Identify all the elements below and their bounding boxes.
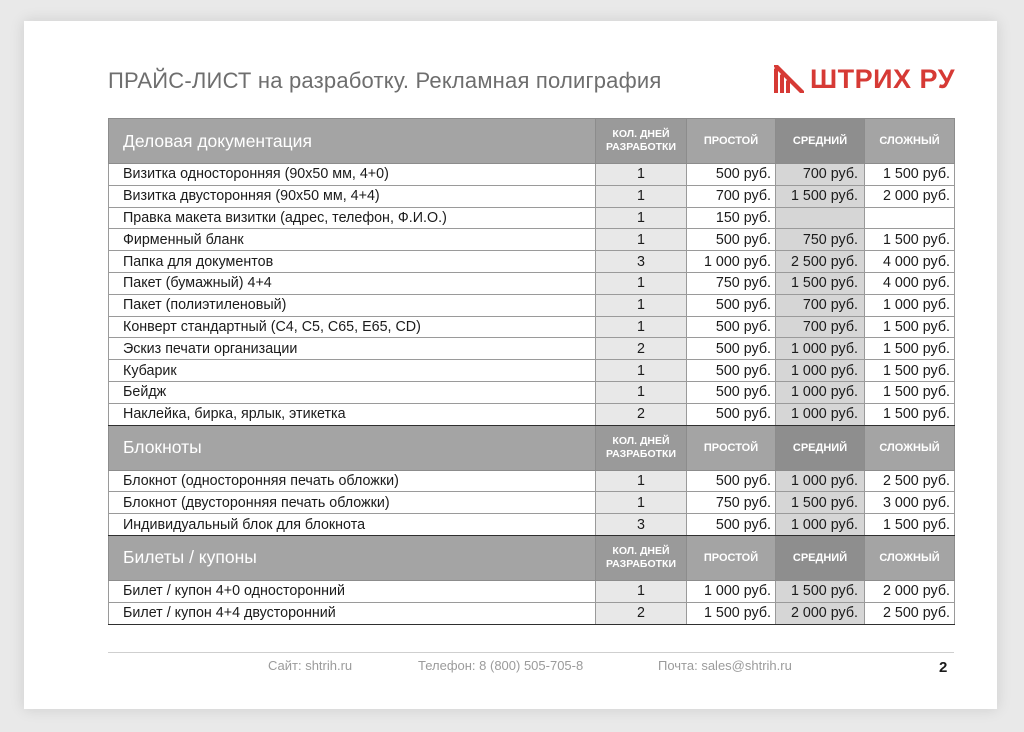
item-name: Пакет (бумажный) 4+4 bbox=[109, 272, 596, 294]
column-header-days: КОЛ. ДНЕЙ РАЗРАБОТКИ bbox=[596, 425, 687, 470]
table-row bbox=[109, 294, 955, 316]
price-complex: 2 500 руб. bbox=[865, 602, 955, 624]
price-list-page bbox=[24, 21, 997, 709]
column-header-complex: СЛОЖНЫЙ bbox=[865, 425, 955, 470]
item-days: 3 bbox=[596, 251, 687, 273]
item-days: 1 bbox=[596, 164, 687, 186]
price-simple: 500 руб. bbox=[687, 229, 776, 251]
footer-email: Почта: sales@shtrih.ru bbox=[658, 658, 792, 673]
price-medium: 700 руб. bbox=[776, 294, 865, 316]
item-name: Блокнот (односторонняя печать обложки) bbox=[109, 470, 596, 492]
table-row bbox=[109, 185, 955, 207]
table-row bbox=[109, 492, 955, 514]
price-simple: 500 руб. bbox=[687, 338, 776, 360]
price-medium: 1 000 руб. bbox=[776, 470, 865, 492]
table-row bbox=[109, 514, 955, 536]
section-title: Деловая документация bbox=[109, 119, 596, 164]
item-name: Билет / купон 4+0 односторонний bbox=[109, 580, 596, 602]
price-complex: 1 500 руб. bbox=[865, 229, 955, 251]
price-simple: 1 000 руб. bbox=[687, 580, 776, 602]
table-row bbox=[109, 381, 955, 403]
price-simple: 500 руб. bbox=[687, 316, 776, 338]
table-row bbox=[109, 229, 955, 251]
item-days: 2 bbox=[596, 338, 687, 360]
item-name: Билет / купон 4+4 двусторонний bbox=[109, 602, 596, 624]
table-row bbox=[109, 272, 955, 294]
table-row bbox=[109, 602, 955, 624]
column-header-medium: СРЕДНИЙ bbox=[776, 535, 865, 580]
price-complex: 1 500 руб. bbox=[865, 360, 955, 382]
footer-site: Сайт: shtrih.ru bbox=[268, 658, 353, 673]
item-days: 1 bbox=[596, 229, 687, 251]
price-complex: 1 500 руб. bbox=[865, 403, 955, 425]
price-medium: 1 000 руб. bbox=[776, 338, 865, 360]
item-days: 3 bbox=[596, 514, 687, 536]
price-simple: 500 руб. bbox=[687, 360, 776, 382]
price-medium: 1 500 руб. bbox=[776, 185, 865, 207]
item-name: Блокнот (двусторонняя печать обложки) bbox=[109, 492, 596, 514]
price-medium: 1 000 руб. bbox=[776, 381, 865, 403]
price-complex: 2 000 руб. bbox=[865, 580, 955, 602]
footer-phone: Телефон: 8 (800) 505-705-8 bbox=[418, 658, 584, 673]
price-medium: 1 500 руб. bbox=[776, 580, 865, 602]
price-medium: 2 000 руб. bbox=[776, 602, 865, 624]
price-complex: 1 500 руб. bbox=[865, 381, 955, 403]
item-days: 1 bbox=[596, 272, 687, 294]
price-simple: 500 руб. bbox=[687, 514, 776, 536]
item-days: 1 bbox=[596, 492, 687, 514]
section-title: Блокноты bbox=[109, 425, 596, 470]
item-days: 1 bbox=[596, 185, 687, 207]
section-header-row bbox=[109, 119, 955, 164]
item-days: 1 bbox=[596, 580, 687, 602]
price-simple: 1 500 руб. bbox=[687, 602, 776, 624]
price-medium: 750 руб. bbox=[776, 229, 865, 251]
item-name: Пакет (полиэтиленовый) bbox=[109, 294, 596, 316]
table-row bbox=[109, 207, 955, 229]
price-complex: 4 000 руб. bbox=[865, 251, 955, 273]
item-name: Бейдж bbox=[109, 381, 596, 403]
price-simple: 1 000 руб. bbox=[687, 251, 776, 273]
column-header-medium: СРЕДНИЙ bbox=[776, 425, 865, 470]
table-row bbox=[109, 338, 955, 360]
price-simple: 500 руб. bbox=[687, 403, 776, 425]
table-row bbox=[109, 251, 955, 273]
price-complex bbox=[865, 207, 955, 229]
item-days: 2 bbox=[596, 403, 687, 425]
logo-text: ШТРИХ РУ bbox=[810, 63, 955, 94]
item-name: Конверт стандартный (С4, С5, С65, Е65, CD) bbox=[109, 316, 596, 338]
price-complex: 2 500 руб. bbox=[865, 470, 955, 492]
item-days: 1 bbox=[596, 470, 687, 492]
table-row bbox=[109, 580, 955, 602]
price-medium bbox=[776, 207, 865, 229]
price-medium: 1 000 руб. bbox=[776, 403, 865, 425]
column-header-complex: СЛОЖНЫЙ bbox=[865, 535, 955, 580]
price-simple: 750 руб. bbox=[687, 492, 776, 514]
brand-logo bbox=[774, 63, 955, 95]
item-days: 1 bbox=[596, 294, 687, 316]
price-complex: 1 500 руб. bbox=[865, 164, 955, 186]
price-complex: 1 500 руб. bbox=[865, 514, 955, 536]
section-header-row bbox=[109, 535, 955, 580]
column-header-medium: СРЕДНИЙ bbox=[776, 119, 865, 164]
item-days: 1 bbox=[596, 360, 687, 382]
item-name: Индивидуальный блок для блокнота bbox=[109, 514, 596, 536]
price-complex: 2 000 руб. bbox=[865, 185, 955, 207]
column-header-simple: ПРОСТОЙ bbox=[687, 119, 776, 164]
price-medium: 1 000 руб. bbox=[776, 514, 865, 536]
stripes-logo-icon bbox=[774, 65, 804, 93]
price-simple: 500 руб. bbox=[687, 164, 776, 186]
item-days: 1 bbox=[596, 207, 687, 229]
price-table bbox=[108, 118, 955, 625]
price-complex: 1 500 руб. bbox=[865, 316, 955, 338]
column-header-simple: ПРОСТОЙ bbox=[687, 425, 776, 470]
price-complex: 4 000 руб. bbox=[865, 272, 955, 294]
page-title: ПРАЙС-ЛИСТ на разработку. Рекламная полиграфия bbox=[108, 68, 662, 93]
price-simple: 750 руб. bbox=[687, 272, 776, 294]
price-medium: 700 руб. bbox=[776, 316, 865, 338]
item-name: Наклейка, бирка, ярлык, этикетка bbox=[109, 403, 596, 425]
price-simple: 500 руб. bbox=[687, 294, 776, 316]
price-simple: 700 руб. bbox=[687, 185, 776, 207]
column-header-days: КОЛ. ДНЕЙ РАЗРАБОТКИ bbox=[596, 535, 687, 580]
section-header-row bbox=[109, 425, 955, 470]
item-name: Эскиз печати организации bbox=[109, 338, 596, 360]
price-simple: 150 руб. bbox=[687, 207, 776, 229]
page-number: 2 bbox=[939, 659, 948, 676]
item-name: Папка для документов bbox=[109, 251, 596, 273]
item-days: 2 bbox=[596, 602, 687, 624]
item-name: Визитка односторонняя (90х50 мм, 4+0) bbox=[109, 164, 596, 186]
price-complex: 3 000 руб. bbox=[865, 492, 955, 514]
item-name: Кубарик bbox=[109, 360, 596, 382]
table-row bbox=[109, 164, 955, 186]
item-days: 1 bbox=[596, 381, 687, 403]
price-medium: 2 500 руб. bbox=[776, 251, 865, 273]
table-row bbox=[109, 470, 955, 492]
column-header-complex: СЛОЖНЫЙ bbox=[865, 119, 955, 164]
price-complex: 1 000 руб. bbox=[865, 294, 955, 316]
price-simple: 500 руб. bbox=[687, 381, 776, 403]
price-medium: 1 500 руб. bbox=[776, 492, 865, 514]
item-name: Фирменный бланк bbox=[109, 229, 596, 251]
item-name: Визитка двусторонняя (90х50 мм, 4+4) bbox=[109, 185, 596, 207]
section-title: Билеты / купоны bbox=[109, 535, 596, 580]
table-row bbox=[109, 360, 955, 382]
item-days: 1 bbox=[596, 316, 687, 338]
price-medium: 1 500 руб. bbox=[776, 272, 865, 294]
column-header-days: КОЛ. ДНЕЙ РАЗРАБОТКИ bbox=[596, 119, 687, 164]
table-row bbox=[109, 403, 955, 425]
price-complex: 1 500 руб. bbox=[865, 338, 955, 360]
item-name: Правка макета визитки (адрес, телефон, Ф.И.О.) bbox=[109, 207, 596, 229]
footer-divider bbox=[108, 652, 954, 653]
table-row bbox=[109, 316, 955, 338]
column-header-simple: ПРОСТОЙ bbox=[687, 535, 776, 580]
price-medium: 1 000 руб. bbox=[776, 360, 865, 382]
price-medium: 700 руб. bbox=[776, 164, 865, 186]
price-simple: 500 руб. bbox=[687, 470, 776, 492]
